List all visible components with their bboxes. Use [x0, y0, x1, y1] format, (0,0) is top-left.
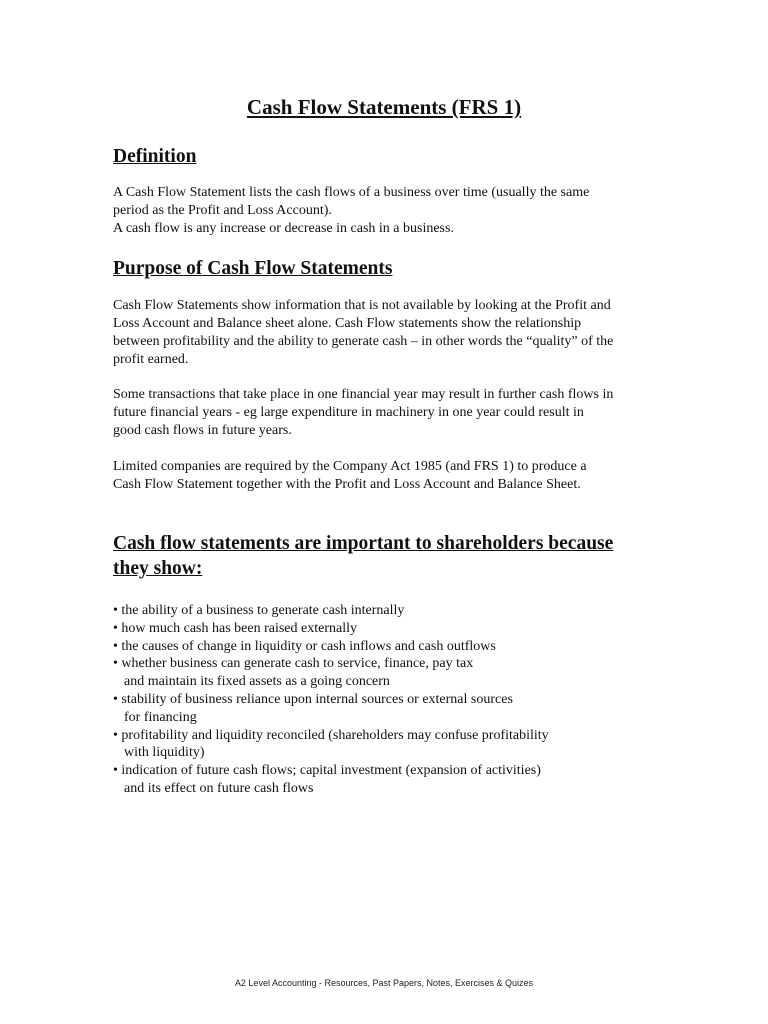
list-item	[113, 602, 658, 620]
bullet-continuation: and maintain its fixed assets as a going concern	[124, 674, 390, 690]
list-item	[113, 620, 658, 638]
purpose-line: Some transactions that take place in one financial year may result in further cash flows in	[113, 387, 614, 402]
list-item	[113, 691, 658, 727]
bullet-text: • the ability of a business to generate cash internally	[113, 603, 405, 618]
bullet-continuation: and its effect on future cash flows	[124, 780, 314, 796]
list-item	[113, 655, 658, 691]
bullet-continuation: for financing	[124, 709, 197, 725]
list-item	[113, 638, 658, 656]
list-item	[113, 762, 658, 798]
purpose-paragraph-1	[113, 297, 658, 369]
purpose-line: profit earned.	[113, 352, 189, 367]
bullet-text: • how much cash has been raised externally	[113, 620, 357, 636]
bullet-text: • stability of business reliance upon internal sources or external sources	[113, 691, 513, 707]
purpose-line: between profitability and the ability to generate cash – in other words the “quality” of the	[113, 334, 614, 349]
purpose-line: Limited companies are required by the Company Act 1985 (and FRS 1) to produce a	[113, 459, 587, 474]
importance-heading	[113, 531, 653, 581]
bullet-continuation: with liquidity)	[124, 745, 205, 761]
bullet-text: • whether business can generate cash to service, finance, pay tax	[113, 656, 474, 672]
bullet-text: • the causes of change in liquidity or cash inflows and cash outflows	[113, 638, 496, 654]
bullet-text: • indication of future cash flows; capital investment (expansion of activities)	[113, 763, 541, 779]
purpose-paragraph-2	[113, 386, 658, 440]
importance-heading-line: Cash flow statements are important to shareholders because	[113, 533, 614, 554]
definition-paragraph	[113, 184, 658, 238]
definition-line: A Cash Flow Statement lists the cash flows of a business over time (usually the same	[113, 185, 590, 200]
bullet-text: • profitability and liquidity reconciled (shareholders may confuse profitability	[113, 727, 549, 743]
page-title: Cash Flow Statements (FRS 1)	[246, 95, 522, 119]
definition-line: period as the Profit and Loss Account).	[113, 203, 332, 218]
definition-line: A cash flow is any increase or decrease in cash in a business.	[113, 221, 454, 236]
list-item	[113, 727, 658, 763]
purpose-line: Cash Flow Statement together with the Profit and Loss Account and Balance Sheet.	[113, 477, 581, 492]
purpose-line: Loss Account and Balance sheet alone. Cash Flow statements show the relationship	[113, 316, 582, 331]
definition-heading: Definition	[113, 146, 197, 167]
purpose-heading: Purpose of Cash Flow Statements	[113, 258, 393, 279]
purpose-line: future financial years - eg large expenditure in machinery in one year could result in	[113, 405, 584, 420]
purpose-line: good cash flows in future years.	[113, 423, 292, 438]
importance-heading-line: they show:	[113, 558, 203, 579]
importance-bullet-list	[113, 602, 658, 798]
purpose-line: Cash Flow Statements show information that is not available by looking at the Profit and	[113, 298, 611, 313]
page-footer: A2 Level Accounting - Resources, Past Papers, Notes, Exercises & Quizes	[234, 978, 534, 988]
purpose-paragraph-3	[113, 458, 658, 494]
